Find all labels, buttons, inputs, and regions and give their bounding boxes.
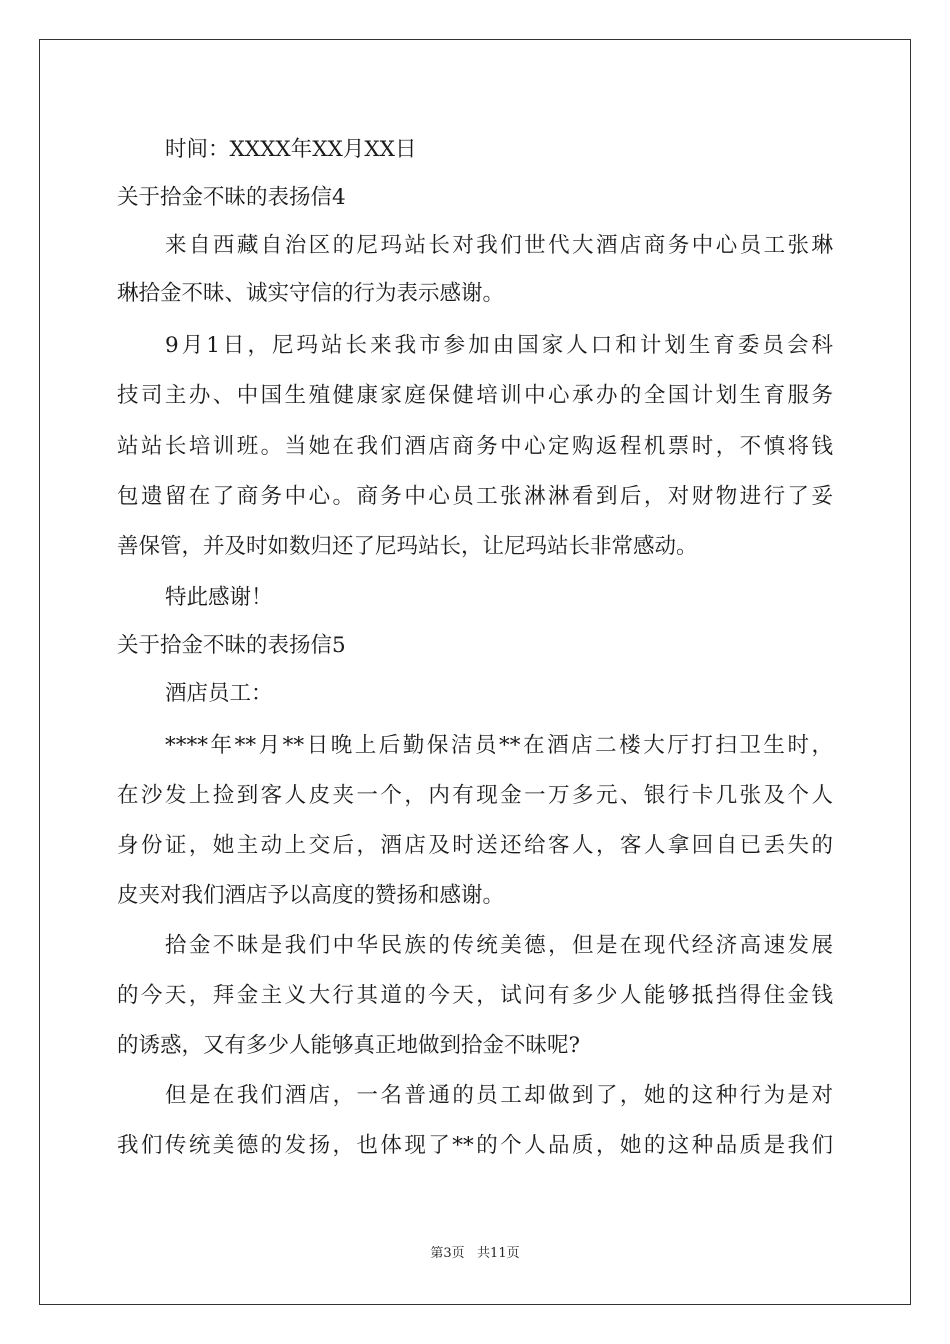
- paragraph-line: 9月1日，尼玛站长来我市参加由国家人口和计划生育委员会科: [165, 333, 833, 358]
- paragraph-line: 包遗留在了商务中心。商务中心员工张淋淋看到后，对财物进行了妥: [117, 484, 833, 509]
- page-number-footer: 第3页 共11页: [430, 1246, 520, 1261]
- paragraph-line: 皮夹对我们酒店予以高度的赞扬和感谢。: [117, 883, 505, 908]
- paragraph-line: 的今天，拜金主义大行其道的今天，试问有多少人能够抵挡得住金钱: [117, 983, 833, 1008]
- paragraph-line: 的诱惑，又有多少人能够真正地做到拾金不昧呢?: [117, 1033, 581, 1058]
- paragraph-line: 但是在我们酒店，一名普通的员工却做到了，她的这种行为是对: [165, 1083, 833, 1108]
- paragraph-line: 在沙发上捡到客人皮夹一个，内有现金一万多元、银行卡几张及个人: [117, 783, 833, 808]
- paragraph-line: 拾金不昧是我们中华民族的传统美德，但是在现代经济高速发展: [165, 933, 833, 958]
- date-line: 时间：XXXX年XX月XX日: [165, 137, 417, 162]
- salutation: 酒店员工：: [165, 681, 273, 706]
- paragraph-line: 善保管，并及时如数归还了尼玛站长，让尼玛站长非常感动。: [117, 534, 698, 559]
- paragraph-line: 来自西藏自治区的尼玛站长对我们世代大酒店商务中心员工张琳: [165, 233, 833, 258]
- section-heading-5: 关于拾金不昧的表扬信5: [117, 633, 346, 658]
- paragraph-line: 身份证，她主动上交后，酒店及时送还给客人，客人拿回自已丢失的: [117, 833, 833, 858]
- section-heading-4: 关于拾金不昧的表扬信4: [117, 185, 346, 210]
- closing-line: 特此感谢！: [165, 585, 273, 610]
- paragraph-line: 技司主办、中国生殖健康家庭保健培训中心承办的全国计划生育服务: [117, 383, 833, 408]
- paragraph-line: 我们传统美德的发扬，也体现了**的个人品质，她的这种品质是我们: [117, 1133, 833, 1158]
- paragraph-line: 琳拾金不昧、诚实守信的行为表示感谢。: [117, 281, 505, 306]
- paragraph-line: ****年**月**日晚上后勤保洁员**在酒店二楼大厅打扫卫生时，: [165, 733, 833, 758]
- paragraph-line: 站站长培训班。当她在我们酒店商务中心定购返程机票时，不慎将钱: [117, 434, 833, 459]
